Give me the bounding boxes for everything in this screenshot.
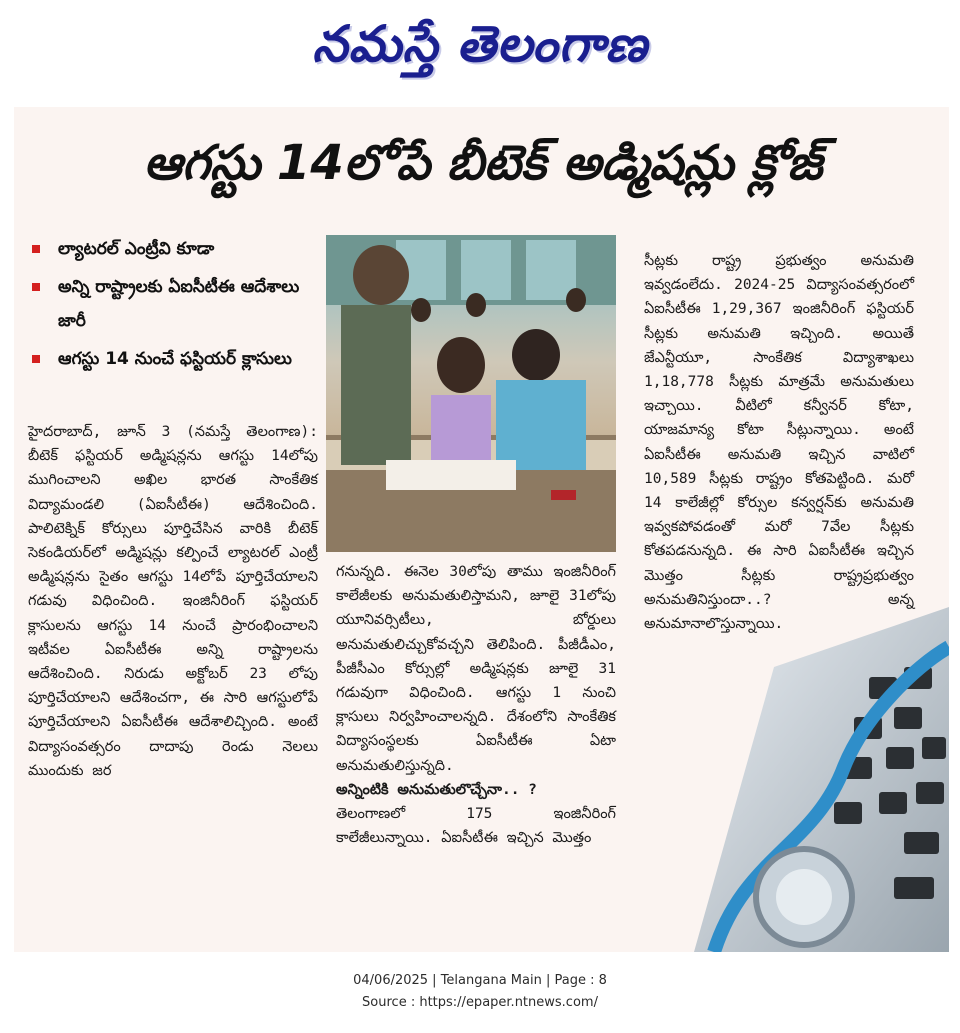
article-paragraph: తెలంగాణలో 175 ఇంజినీరింగ్ కాలేజీలున్నాయి. ఏఐసీటీఈ ఇచ్చిన మొత్తం [336,806,616,847]
article-paragraph: గనున్నది. ఈనెల 30లోపు తాము ఇంజినీరింగ్ కాలేజీలకు అనుమతులిస్తామని, జూలై 31లోపు యూనివర్సిటీలు, బోర్డులు అనుమతులిచ్చుకోవచ్చని తెలిపింది. పీజీడీఎం, పీజీసీఎం కోర్సుల్లో అడ్మిషన్లకు జూలై 31 గడువుగా విధించింది. ఆగస్టు 1 నుంచి క్లాసులు నిర్వహించాలన్నది. దేశంలోని సాంకేతిక విద్యాసంస్థలకు ఏఐసీటీఈ ఏటా అనుమతులిస్తున్నది. [336,564,616,774]
bullet-list [28,232,328,380]
stethoscope-illustration [654,607,949,952]
article-column-1 [28,420,318,783]
bullet-item [28,232,328,266]
article-clipping [14,107,949,952]
article-column-2 [336,560,616,850]
footer-date-page: 04/06/2025 | Telangana Main | Page : 8 [353,973,607,988]
bullet-text: ఆగస్టు 14 నుంచే ఫస్టియర్ క్లాసులు [58,349,292,369]
bullet-square-icon [32,355,40,363]
classroom-photo [326,235,616,552]
bullet-square-icon [32,283,40,291]
stethoscope-keyboard-image [654,607,949,952]
bullet-square-icon [32,245,40,253]
article-column-3 [644,249,914,636]
footer-source: Source : https://epaper.ntnews.com/ [362,995,598,1010]
article-paragraph: సీట్లకు రాష్ట్ర ప్రభుత్వం అనుమతి ఇవ్వడంలేదు. 2024-25 విద్యాసంవత్సరంలో ఏఐసీటీఈ 1,29,367 ఇంజినీరింగ్ ఫస్టియర్ సీట్లకు అనుమతి ఇచ్చింది. అయితే జేఎన్టీయూ, సాంకేతిక విద్యాశాఖలు 1,18,778 సీట్లకు మాత్రమే అనుమతులు ఇచ్చాయి. వీటిలో కన్వీనర్ కోటా, యాజమాన్య కోటా సీట్లున్నాయి. అంటే ఏఐసీటీఈ అనుమతి ఇచ్చిన వాటిలో 10,589 సీట్లకు రాష్ట్రం కోతపెట్టింది. మరో 14 కాలేజీల్లో కోర్సుల కన్వర్షన్‌కు అనుమతి ఇవ్వకపోవడంతో మరో 7వేల సీట్లకు కోతపడనున్నది. ఈ సారి ఏఐసీటీఈ ఇచ్చిన మొత్తం సీట్లకు రాష్ట్రప్రభుత్వం అనుమతినిస్తుందా..? అన్న అనుమానాలొస్తున్నాయి. [644,253,914,633]
bullet-text: అన్ని రాష్ట్రాలకు ఏఐసీటీఈ ఆదేశాలు జారీ [58,277,300,331]
bullet-item [28,342,328,376]
article-headline: ఆగస్టు 14లోపే బీటెక్ అడ్మిషన్లు క్లోజ్ [143,135,823,191]
bullet-text: ల్యాటరల్ ఎంట్రీవి కూడా [58,239,215,259]
masthead [0,0,960,100]
bullet-item [28,270,328,338]
article-paragraph: హైదరాబాద్, జూన్ 3 (నమస్తే తెలంగాణ): బీటెక్ ఫస్టియర్ అడ్మిషన్లను ఆగస్టు 14లోపు ముగించాలని అఖిల భారత సాంకేతిక విద్యామండలి (ఏఐసీటీఈ) ఆదేశించింది. పాలిటెక్నిక్ కోర్సులు పూర్తిచేసిన వారికి బీటెక్ సెకండియర్‌లో అడ్మిషన్లు కల్పించే ల్యాటరల్ ఎంట్రీ అడ్మిషన్లను సైతం ఆగస్టు 14లోపే పూర్తిచేయాలని గడువు విధించింది. ఇంజినీరింగ్ ఫస్టియర్ క్లాసులను ఆగస్టు 14 నుంచే ప్రారంభించాలని ఇటీవల ఏఐసీటీఈ అన్ని రాష్ట్రాలను ఆదేశించింది. నిరుడు అక్టోబర్ 23 లోపు పూర్తిచేయాలని ఆదేశించగా, ఈ సారి ఆగస్టులోపే పూర్తిచేయాలని ఏఐసీటీఈ ఆదేశాలిచ్చింది. అంటే విద్యాసంవత్సరం దాదాపు రెండు నెలలు ముందుకు జర [28,424,318,779]
classroom-photo-image [326,235,616,552]
newspaper-logo: నమస్తే తెలంగాణ [312,14,648,73]
article-subheading: అన్నింటికి అనుమతులొచ్చేనా.. ? [336,781,537,798]
